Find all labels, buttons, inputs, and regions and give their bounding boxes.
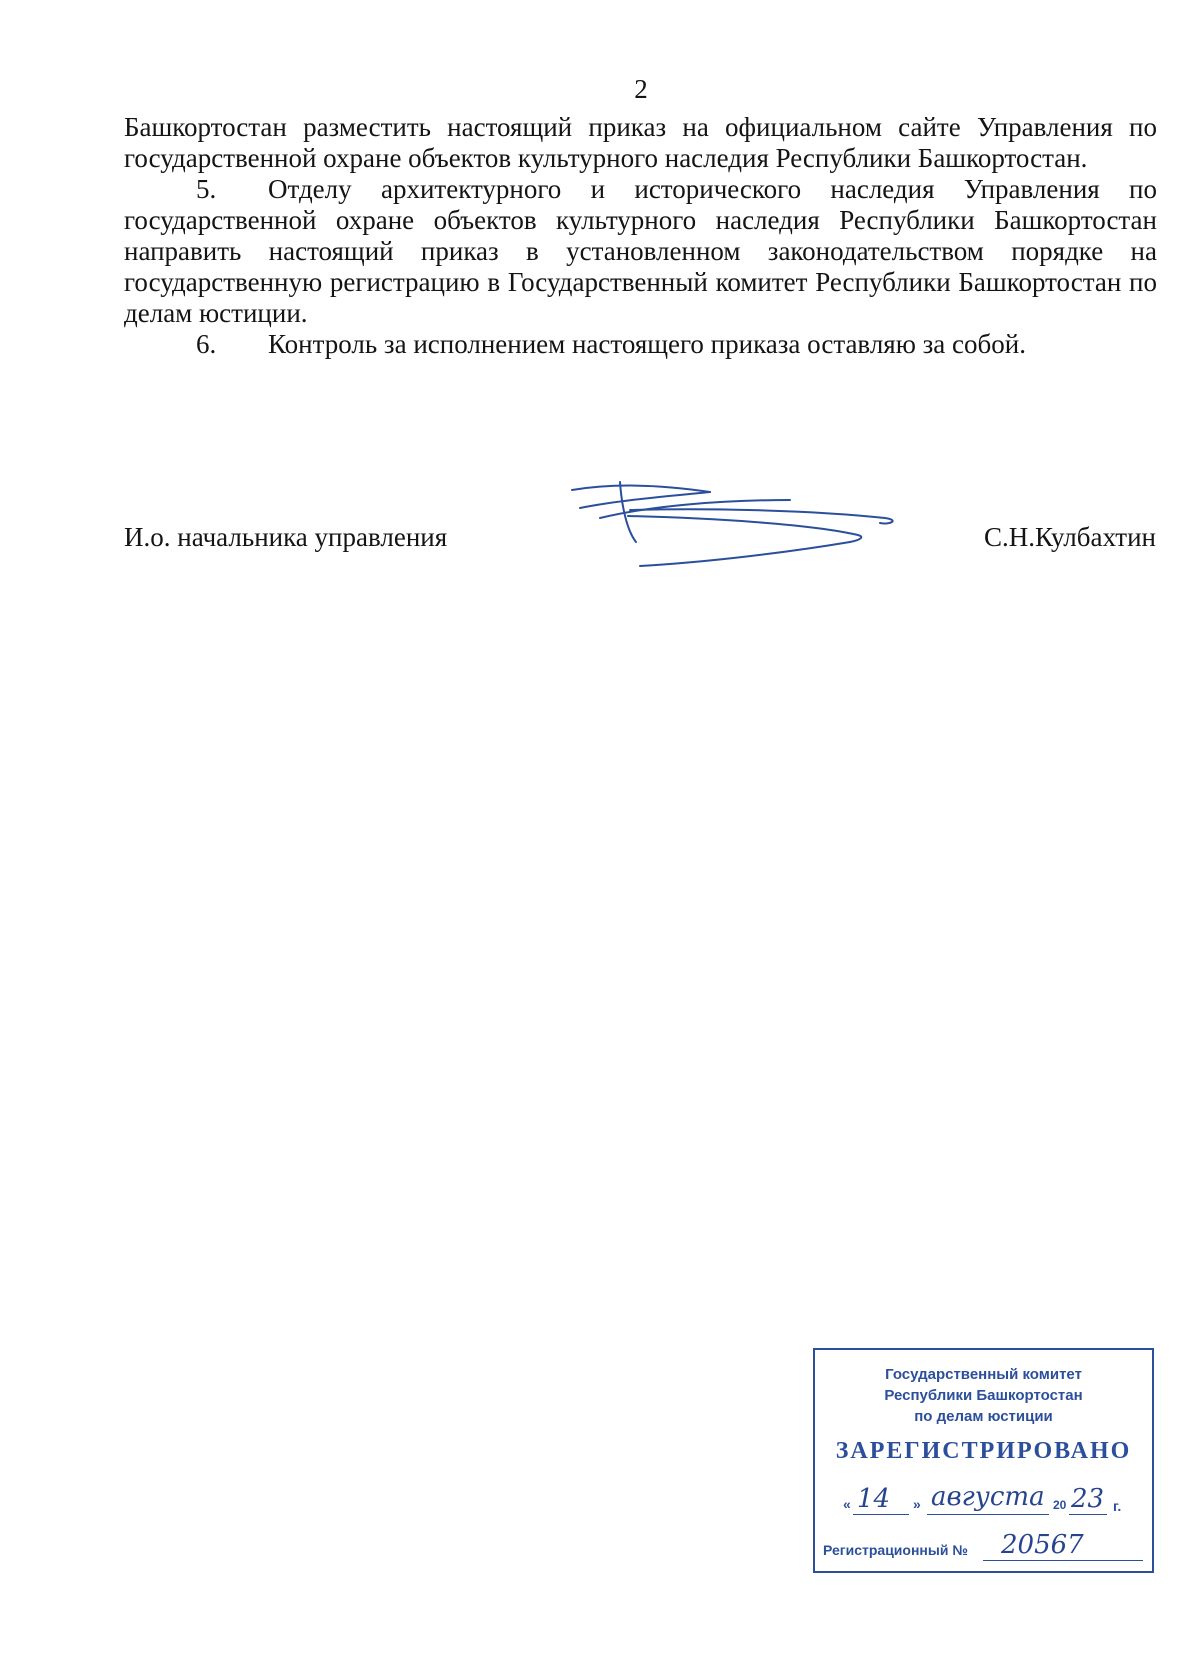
- date-month: августа: [931, 1482, 1045, 1512]
- stamp-organization: [815, 1364, 1152, 1427]
- document-body: [124, 112, 1157, 360]
- date-year: 23: [1071, 1484, 1105, 1514]
- date-close-quote: »: [913, 1496, 921, 1512]
- stamp-org-line: Республики Башкортостан: [884, 1387, 1083, 1404]
- date-year-underline: [1069, 1514, 1107, 1515]
- registration-label: Регистрационный №: [823, 1542, 968, 1558]
- paragraph-continuation: Башкортостан разместить настоящий приказ на официальном сайте Управления по государственной охране объектов культурного наследия Республики Башкортостан.: [124, 112, 1157, 173]
- date-day: 14: [857, 1484, 891, 1514]
- stamp-org-line: по делам юстиции: [914, 1408, 1053, 1425]
- item-text: Отделу архитектурного и исторического наследия Управления по государственной охране объектов культурного наследия Республики Башкортостан направить настоящий приказ в установленном законодательством порядке на государственную регистрацию в Государственный комитет Республики Башкортостан по делам юстиции.: [124, 174, 1157, 328]
- stamp-org-line: Государственный комитет: [885, 1366, 1082, 1383]
- registration-number: 20567: [1001, 1530, 1084, 1560]
- signer-title: И.о. начальника управления: [124, 522, 448, 552]
- item-number: 6.: [196, 329, 217, 359]
- stamp-registration-row: [823, 1532, 1148, 1566]
- item-number: 5.: [196, 174, 217, 204]
- registration-stamp: [813, 1348, 1154, 1573]
- date-open-quote: «: [843, 1496, 851, 1512]
- page-number: 2: [634, 74, 648, 104]
- signer-name: С.Н.Кулбахтин: [983, 522, 1156, 552]
- date-year-unit: г.: [1113, 1498, 1122, 1514]
- paragraph-item-5: [124, 174, 1157, 329]
- date-day-underline: [853, 1514, 909, 1515]
- date-year-prefix: 20: [1053, 1498, 1067, 1512]
- item-text: Контроль за исполнением настоящего приказа оставляю за собой.: [268, 329, 1026, 359]
- registration-underline: [983, 1560, 1143, 1561]
- date-month-underline: [927, 1514, 1049, 1515]
- handwritten-signature: [560, 480, 950, 580]
- stamp-status: ЗАРЕГИСТРИРОВАНО: [835, 1438, 1132, 1464]
- paragraph-item-6: [124, 329, 1157, 360]
- stamp-date-row: [843, 1482, 1143, 1520]
